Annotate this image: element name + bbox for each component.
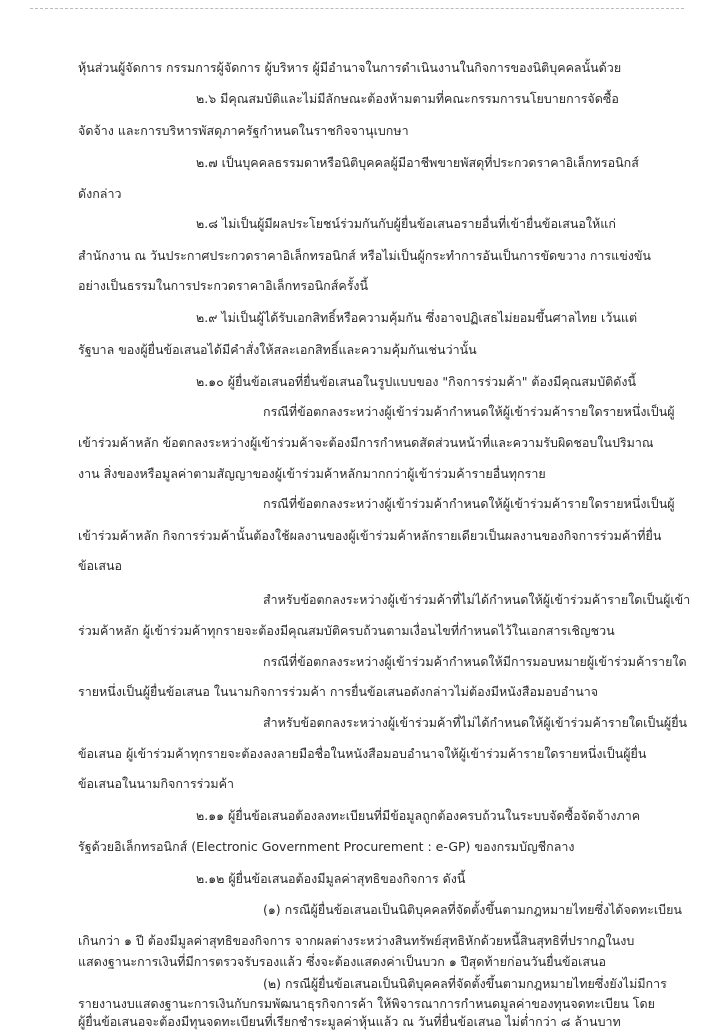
text-line: งาน สิ่งของหรือมูลค่าตามสัญญาของผู้เข้าร่วมค้าหลักมากกว่าผู้เข้าร่วมค้ารายอื่นทุกราย [78, 466, 546, 481]
text-line: กรณีที่ข้อตกลงระหว่างผู้เข้าร่วมค้ากำหนดให้ผู้เข้าร่วมค้ารายใดรายหนึ่งเป็นผู้ [263, 496, 675, 511]
text-line: ผู้ยื่นข้อเสนอจะต้องมีทุนจดทะเบียนที่เรียกชำระมูลค่าหุ้นแล้ว ณ วันที่ยื่นข้อเสนอ ไม่ต่ำกว่า ๘ ล้านบาท [78, 1014, 621, 1029]
text-line: ร่วมค้าหลัก ผู้เข้าร่วมค้าทุกรายจะต้องมีคุณสมบัติครบถ้วนตามเงื่อนไขที่กำหนดไว้ในเอกสารเชิญชวน [78, 623, 615, 638]
text-line: ๒.๑๑ ผู้ยื่นข้อเสนอต้องลงทะเบียนที่มีข้อมูลถูกต้องครบถ้วนในระบบจัดซื้อจัดจ้างภาค [196, 808, 641, 823]
text-line: รายหนึ่งเป็นผู้ยื่นข้อเสนอ ในนามกิจการร่วมค้า การยื่นข้อเสนอดังกล่าวไม่ต้องมีหนังสือมอบอำนาจ [78, 684, 599, 699]
text-line: (๒) กรณีผู้ยื่นข้อเสนอเป็นนิติบุคคลที่จัดตั้งขึ้นตามกฎหมายไทยซึ่งยังไม่มีการ [263, 976, 667, 991]
text-line: หุ้นส่วนผู้จัดการ กรรมการผู้จัดการ ผู้บริหาร ผู้มีอำนาจในการดำเนินงานในกิจการของนิติบุคคลนั้นด้วย [78, 60, 622, 75]
text-line: ๒.๖ มีคุณสมบัติและไม่มีลักษณะต้องห้ามตามที่คณะกรรมการนโยบายการจัดซื้อ [196, 91, 619, 106]
text-line: ข้อเสนอในนามกิจการร่วมค้า [78, 776, 235, 791]
text-line: เข้าร่วมค้าหลัก กิจการร่วมค้านั้นต้องใช้ผลงานของผู้เข้าร่วมค้าหลักรายเดียวเป็นผลงานของกิจการร่วมค้าที่ยื่น [78, 528, 662, 543]
text-line: ข้อเสนอ [78, 558, 123, 573]
text-line: สำนักงาน ณ วันประกาศประกวดราคาอิเล็กทรอนิกส์ หรือไม่เป็นผู้กระทำการอันเป็นการขัดขวาง การแข่งขัน [78, 248, 651, 263]
text-line: จัดจ้าง และการบริหารพัสดุภาครัฐกำหนดในราชกิจจานุเบกษา [78, 123, 409, 138]
text-line: กรณีที่ข้อตกลงระหว่างผู้เข้าร่วมค้ากำหนดให้มีการมอบหมายผู้เข้าร่วมค้ารายใด [263, 654, 687, 669]
text-line: ๒.๑๐ ผู้ยื่นข้อเสนอที่ยื่นข้อเสนอในรูปแบบของ "กิจการร่วมค้า" ต้องมีคุณสมบัติดังนี้ [196, 374, 637, 389]
text-line: (๑) กรณีผู้ยื่นข้อเสนอเป็นนิติบุคคลที่จัดตั้งขึ้นตามกฎหมายไทยซึ่งได้จดทะเบียน [263, 902, 682, 917]
text-line: สำหรับข้อตกลงระหว่างผู้เข้าร่วมค้าที่ไม่ได้กำหนดให้ผู้เข้าร่วมค้ารายใดเป็นผู้ยื่น [263, 715, 688, 730]
text-line: เกินกว่า ๑ ปี ต้องมีมูลค่าสุทธิของกิจการ จากผลต่างระหว่างสินทรัพย์สุทธิหักด้วยหนี้สินสุทธิที่ปรากฏในงบ [78, 933, 635, 948]
text-line: ๒.๙ ไม่เป็นผู้ได้รับเอกสิทธิ์หรือความคุ้มกัน ซึ่งอาจปฏิเสธไม่ยอมขึ้นศาลไทย เว้นแต่ [196, 310, 638, 325]
text-line: ข้อเสนอ ผู้เข้าร่วมค้าทุกรายจะต้องลงลายมือชื่อในหนังสือมอบอำนาจให้ผู้เข้าร่วมค้ารายใดรายหนึ่งเป็นผู้ยื่น [78, 746, 647, 761]
text-line: อย่างเป็นธรรมในการประกวดราคาอิเล็กทรอนิกส์ครั้งนี้ [78, 278, 369, 293]
text-line: รัฐด้วยอิเล็กทรอนิกส์ (Electronic Government Procurement : e-GP) ของกรมบัญชีกลาง [78, 839, 575, 854]
text-line: เข้าร่วมค้าหลัก ข้อตกลงระหว่างผู้เข้าร่วมค้าจะต้องมีการกำหนดสัดส่วนหน้าที่และความรับผิดชอบในปริมาณ [78, 435, 654, 450]
text-line: ๒.๗ เป็นบุคคลธรรมดาหรือนิติบุคคลผู้มีอาชีพขายพัสดุที่ประกวดราคาอิเล็กทรอนิกส์ [196, 155, 639, 170]
text-line: รัฐบาล ของผู้ยื่นข้อเสนอได้มีคำสั่งให้สละเอกสิทธิ์และความคุ้มกันเช่นว่านั้น [78, 342, 477, 357]
text-line: แสดงฐานะการเงินที่มีการตรวจรับรองแล้ว ซึ่งจะต้องแสดงค่าเป็นบวก ๑ ปีสุดท้ายก่อนวันยื่นข้อเสนอ [78, 954, 607, 969]
text-line: สำหรับข้อตกลงระหว่างผู้เข้าร่วมค้าที่ไม่ได้กำหนดให้ผู้เข้าร่วมค้ารายใดเป็นผู้เข้า [263, 592, 691, 607]
text-line: ๒.๘ ไม่เป็นผู้มีผลประโยชน์ร่วมกันกับผู้ยื่นข้อเสนอรายอื่นที่เข้ายื่นข้อเสนอให้แก่ [196, 216, 616, 231]
text-line: ดังกล่าว [78, 186, 122, 201]
text-line: ๒.๑๒ ผู้ยื่นข้อเสนอต้องมีมูลค่าสุทธิของกิจการ ดังนี้ [196, 871, 466, 886]
text-line: รายงานงบแสดงฐานะการเงินกับกรมพัฒนาธุรกิจการค้า ให้พิจารณาการกำหนดมูลค่าของทุนจดทะเบียน โดย [78, 996, 655, 1011]
text-line: กรณีที่ข้อตกลงระหว่างผู้เข้าร่วมค้ากำหนดให้ผู้เข้าร่วมค้ารายใดรายหนึ่งเป็นผู้ [263, 404, 675, 419]
